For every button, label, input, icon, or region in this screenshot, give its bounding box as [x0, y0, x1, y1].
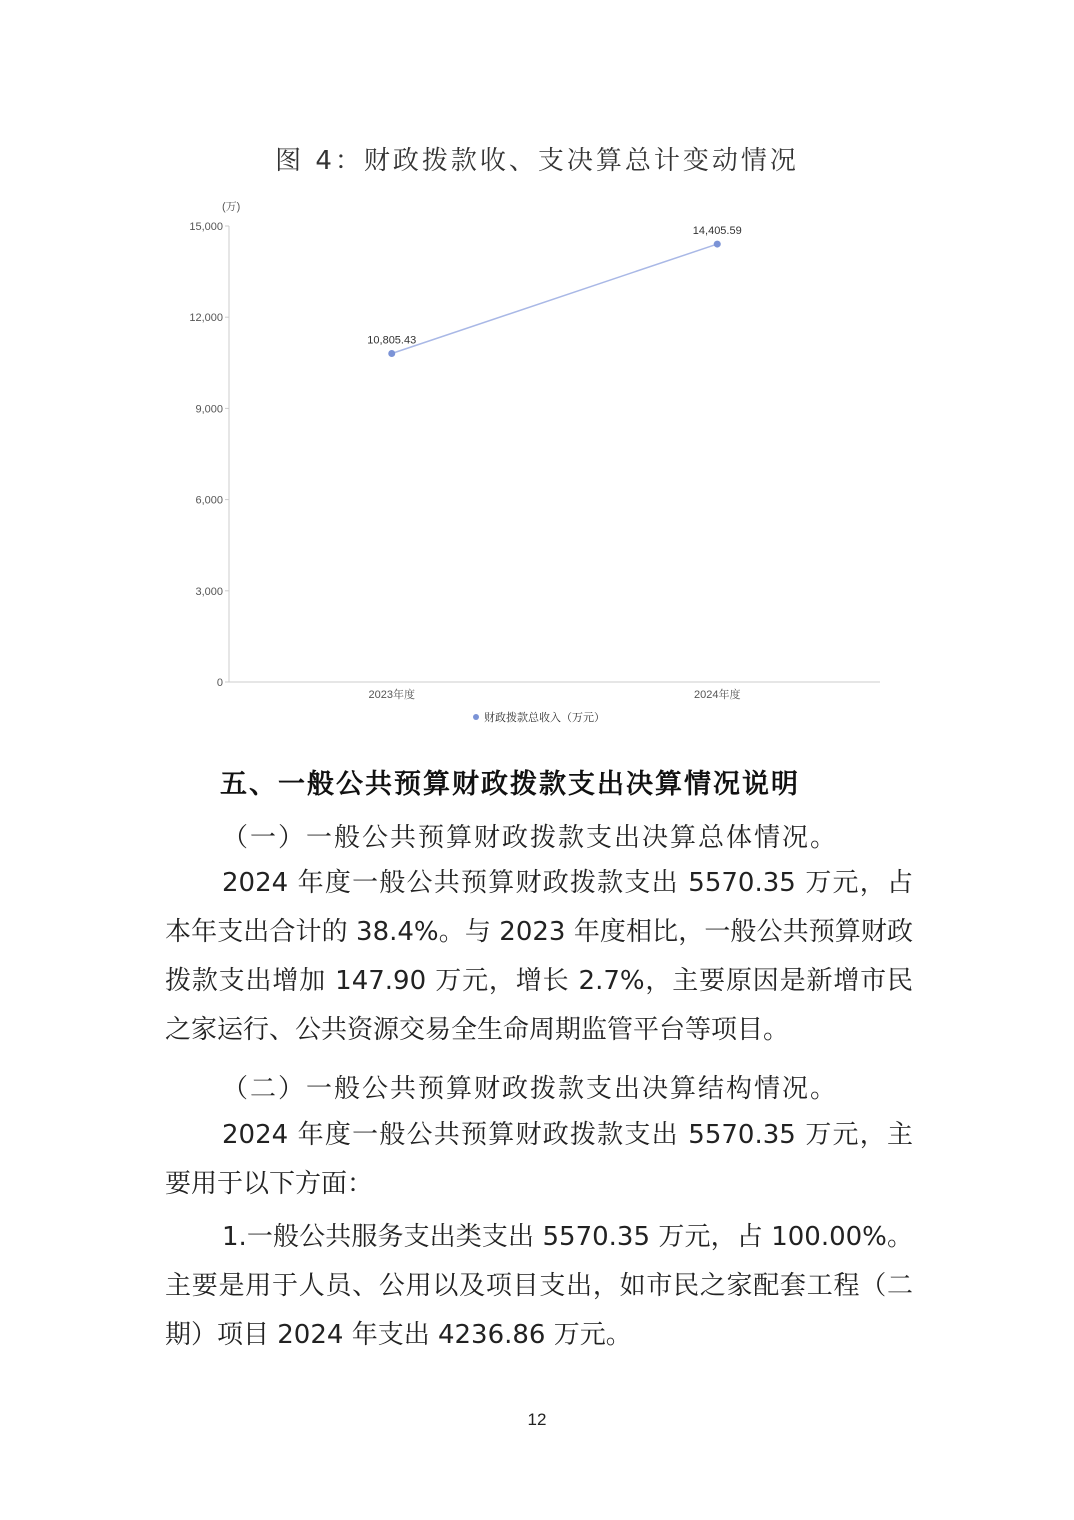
series-group [367, 225, 741, 357]
legend-marker [473, 714, 479, 720]
y-tick-label: 15,000 [189, 221, 223, 233]
page-number: 12 [527, 1410, 547, 1429]
y-tick-label: 12,000 [189, 312, 223, 325]
y-tick-group [189, 221, 229, 689]
y-unit-label: (万) [222, 201, 241, 213]
data-point [388, 350, 395, 357]
section-heading: 五、一般公共预算财政拨款支出决算情况说明 [220, 769, 800, 800]
figure-title: 图 4：财政拨款收、支决算总计变动情况 [275, 146, 799, 176]
y-tick-label: 3,000 [195, 585, 223, 598]
sub-heading-structure: （二）一般公共预算财政拨款支出决算结构情况。 [222, 1074, 839, 1104]
data-point [714, 241, 721, 248]
y-tick-label: 9,000 [195, 403, 223, 416]
y-tick-label: 0 [216, 677, 223, 689]
paragraph-overall: 2024 年度一般公共预算财政拨款支出 5570.35 万元，占本年支出合计的 38.4%。与 2023 年度相比，一般公共预算财政拨款支出增加 147.90 万元，增长 2.7%，主要原因是新增市民之家运行、公共资源交易全生命周期监管平台等项目。 [165, 868, 913, 1045]
y-tick-label: 6,000 [195, 494, 223, 507]
x-label-group [369, 687, 741, 701]
x-tick-label: 2023年度 [368, 689, 415, 701]
data-label: 14,405.59 [692, 225, 742, 238]
series-line [392, 244, 718, 353]
legend-label: 财政拨款总收入（万元） [484, 712, 605, 724]
line-chart [0, 190, 1074, 735]
sub-heading-overall: （一）一般公共预算财政拨款支出决算总体情况。 [222, 823, 839, 853]
paragraph-general-services: 1.一般公共服务支出类支出 5570.35 万元，占 100.00%。主要是用于人员、公用以及项目支出，如市民之家配套工程（二期）项目 2024 年支出 4236.86 万元。 [165, 1222, 913, 1350]
paragraph-structure: 2024 年度一般公共预算财政拨款支出 5570.35 万元，主要用于以下方面： [165, 1120, 913, 1199]
legend [473, 710, 605, 724]
data-label: 10,805.43 [367, 334, 417, 347]
x-tick-label: 2024年度 [694, 689, 741, 701]
